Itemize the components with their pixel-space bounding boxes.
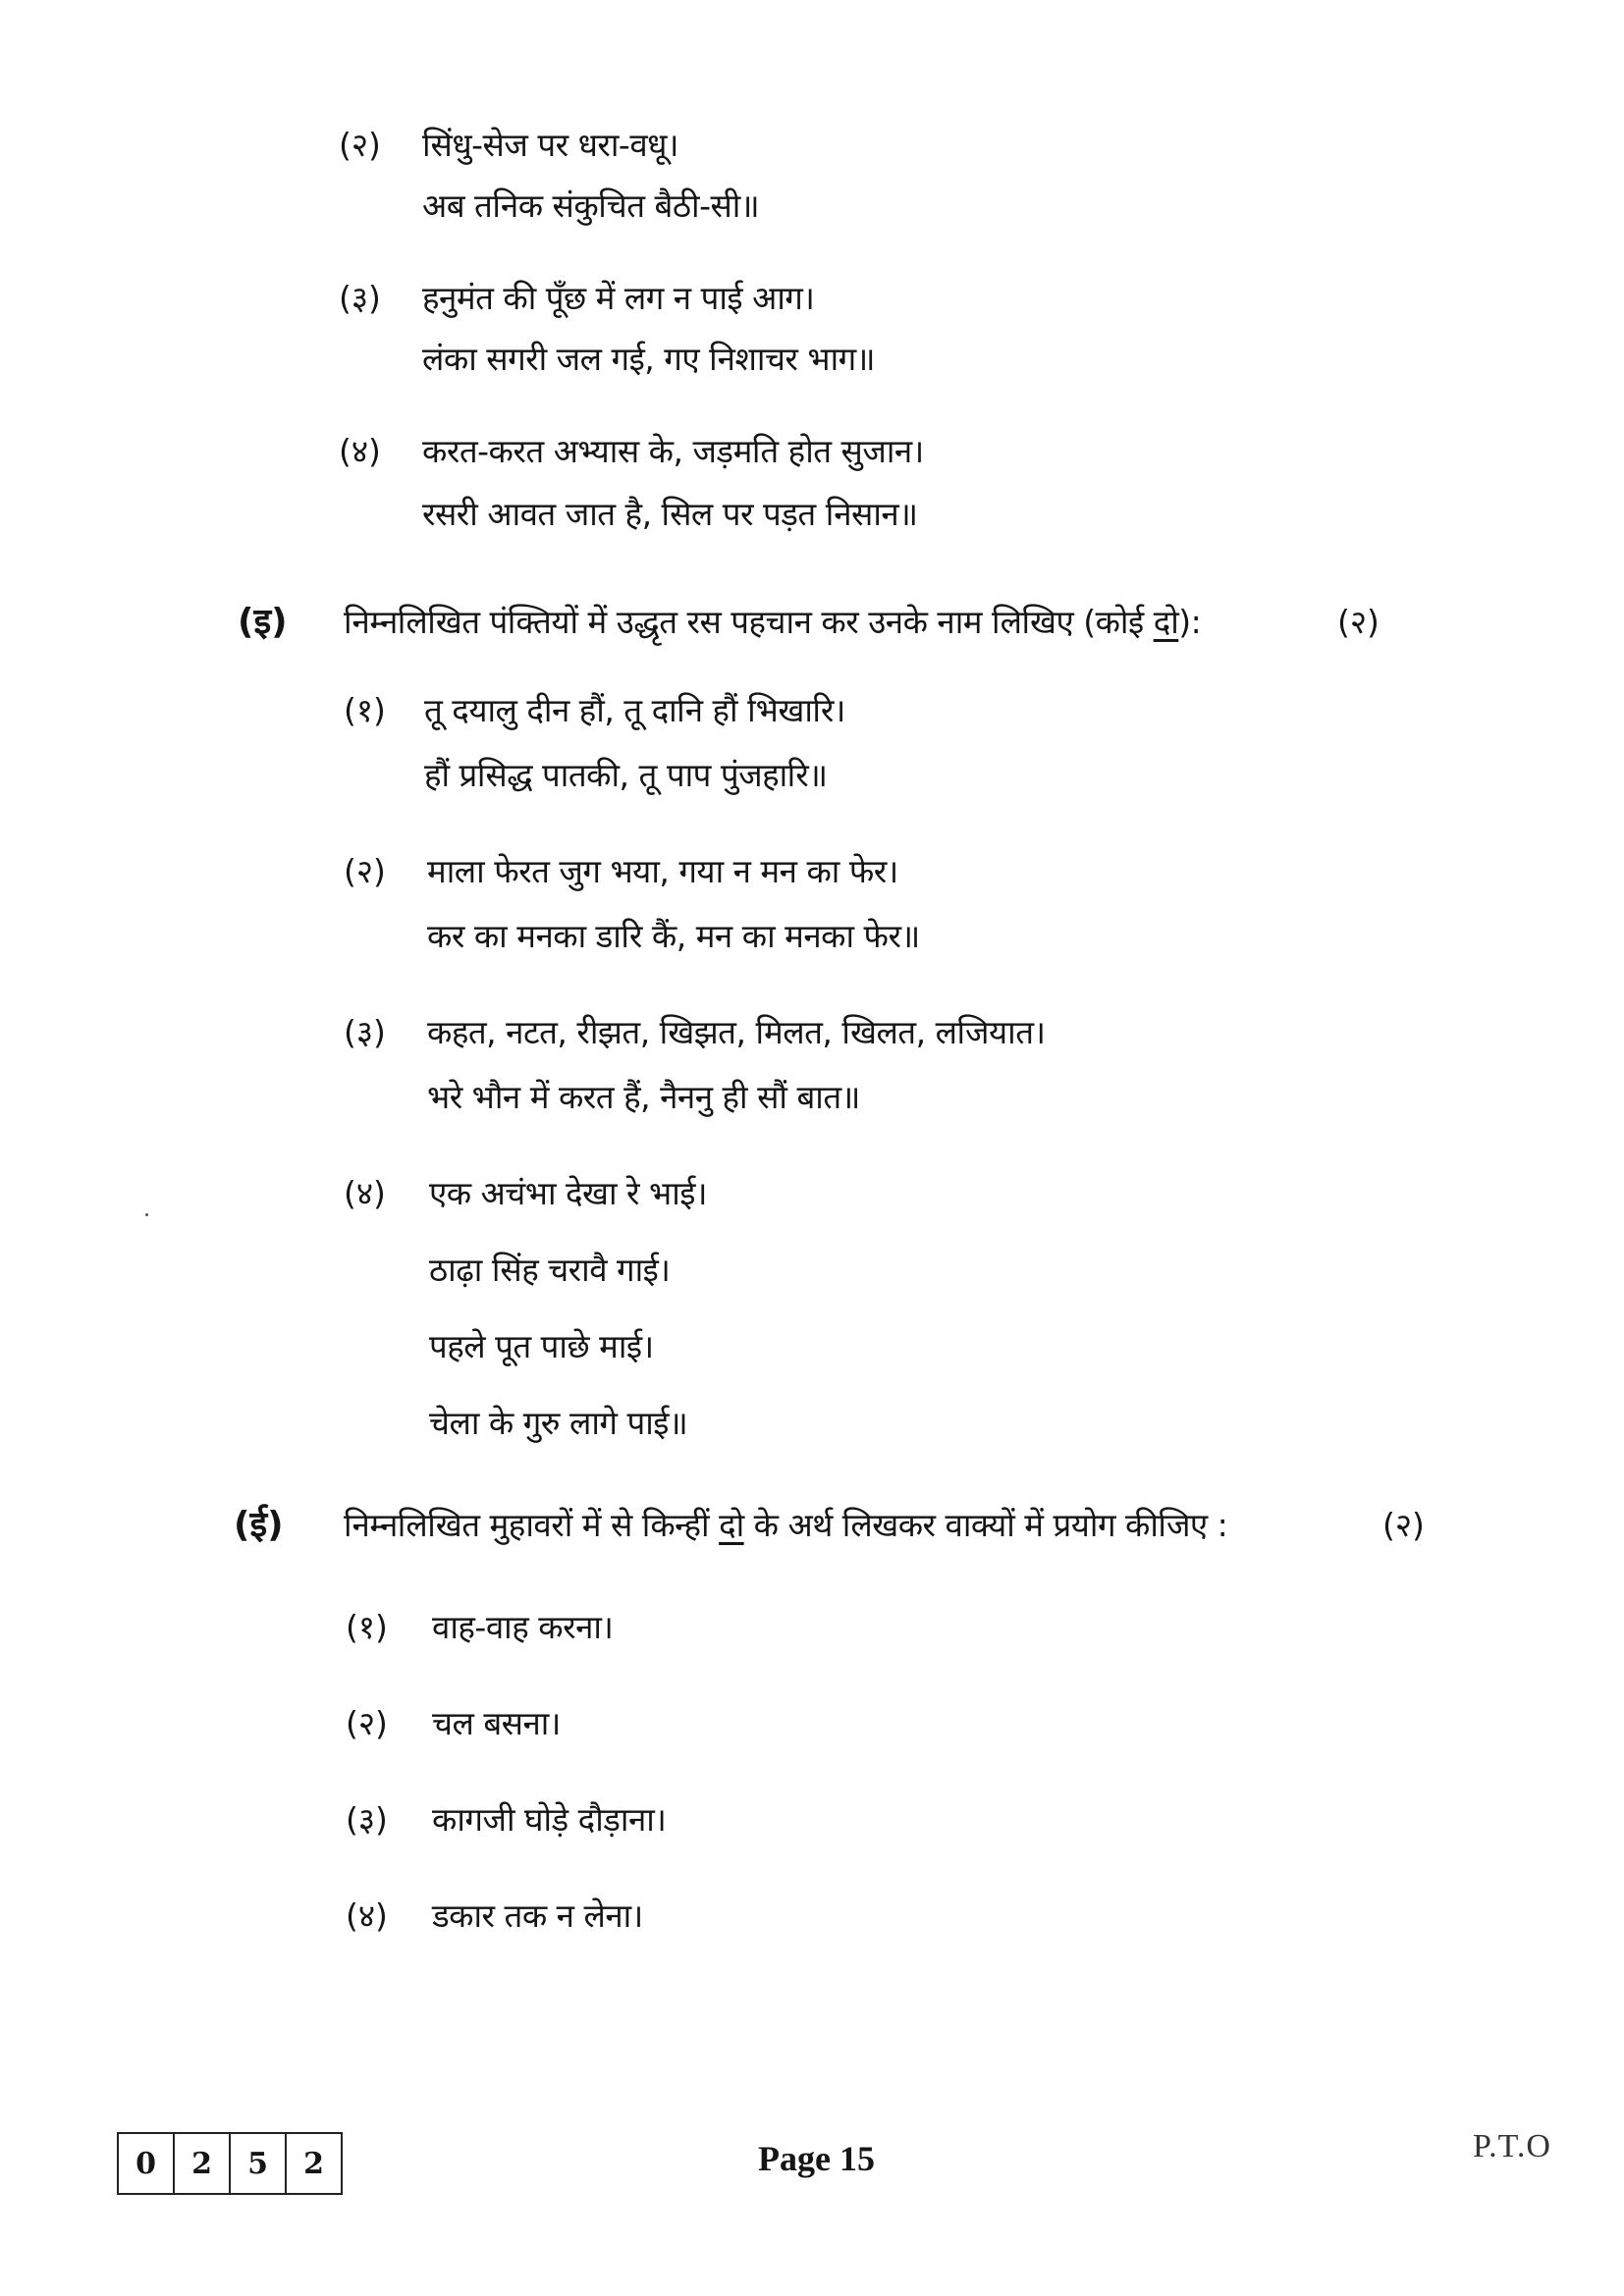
verse-line: हनुमंत की पूँछ में लग न पाई आग। xyxy=(422,279,815,317)
idiom: चल बसना। xyxy=(432,1704,561,1742)
verse-line: कहत, नटत, रीझत, खिझत, मिलत, खिलत, लजियात। xyxy=(427,1013,1046,1051)
code-digit: 5 xyxy=(231,2134,287,2193)
item-number: (१) xyxy=(344,691,386,729)
code-digit: 2 xyxy=(175,2134,231,2193)
paper-code-box xyxy=(117,2132,343,2195)
verse-line: रसरी आवत जात है, सिल पर पड़त निसान॥ xyxy=(422,495,918,533)
verse-line: ठाढ़ा सिंह चरावै गाई। xyxy=(429,1251,671,1289)
underlined-word: दो xyxy=(1153,603,1179,641)
scan-speck xyxy=(145,1213,148,1216)
page-number: Page 15 xyxy=(758,2139,875,2178)
verse-line: कर का मनका डारि कैं, मन का मनका फेर॥ xyxy=(427,917,920,955)
question-label: (ई) xyxy=(234,1505,284,1545)
verse-line: पहले पूत पाछे माई। xyxy=(429,1327,654,1365)
verse-line: अब तनिक संकुचित बैठी-सी॥ xyxy=(422,187,760,225)
verse-line: भरे भौन में करत हैं, नैननु ही सौं बात॥ xyxy=(427,1078,860,1116)
marks: (२) xyxy=(1337,603,1380,641)
idiom: कागजी घोड़े दौड़ाना। xyxy=(432,1800,667,1839)
item-number: (३) xyxy=(344,1013,386,1051)
verse-line: सिंधु-सेज पर धरा-वधू। xyxy=(422,126,678,164)
idiom: डकार तक न लेना। xyxy=(432,1896,643,1935)
code-digit: 2 xyxy=(303,2146,324,2181)
item-number: (२) xyxy=(344,852,386,890)
item-number: (४) xyxy=(344,1174,386,1212)
verse-line: करत-करत अभ्यास के, जड़मति होत सुजान। xyxy=(422,432,924,470)
item-number: (४) xyxy=(339,432,381,470)
item-number: (२) xyxy=(346,1704,388,1742)
verse-line: लंका सगरी जल गई, गए निशाचर भाग॥ xyxy=(422,340,875,378)
question-label: (इ) xyxy=(238,602,288,642)
verse-line: हौं प्रसिद्ध पातकी, तू पाप पुंजहारि॥ xyxy=(424,756,828,794)
please-turn-over: P.T.O xyxy=(1473,2128,1551,2164)
marks: (२) xyxy=(1382,1506,1425,1544)
item-number: (२) xyxy=(339,126,381,164)
item-number: (४) xyxy=(346,1896,388,1935)
verse-line: एक अचंभा देखा रे भाई। xyxy=(429,1174,707,1212)
question-text: निम्नलिखित मुहावरों में से किन्हीं दो के अर्थ लिखकर वाक्यों में प्रयोग कीजिए : xyxy=(344,1506,1228,1544)
item-number: (३) xyxy=(339,279,381,317)
item-number: (१) xyxy=(346,1608,388,1646)
question-text: निम्नलिखित पंक्तियों में उद्धृत रस पहचान कर उनके नाम लिखिए (कोई दो): xyxy=(344,603,1202,641)
code-digit: 0 xyxy=(119,2134,175,2193)
underlined-word: दो xyxy=(719,1506,744,1544)
verse-line: तू दयालु दीन हौं, तू दानि हौं भिखारि। xyxy=(424,691,845,729)
idiom: वाह-वाह करना। xyxy=(432,1608,614,1646)
verse-line: माला फेरत जुग भया, गया न मन का फेर। xyxy=(427,852,898,890)
verse-line: चेला के गुरु लागे पाई॥ xyxy=(429,1404,688,1442)
item-number: (३) xyxy=(346,1800,388,1839)
